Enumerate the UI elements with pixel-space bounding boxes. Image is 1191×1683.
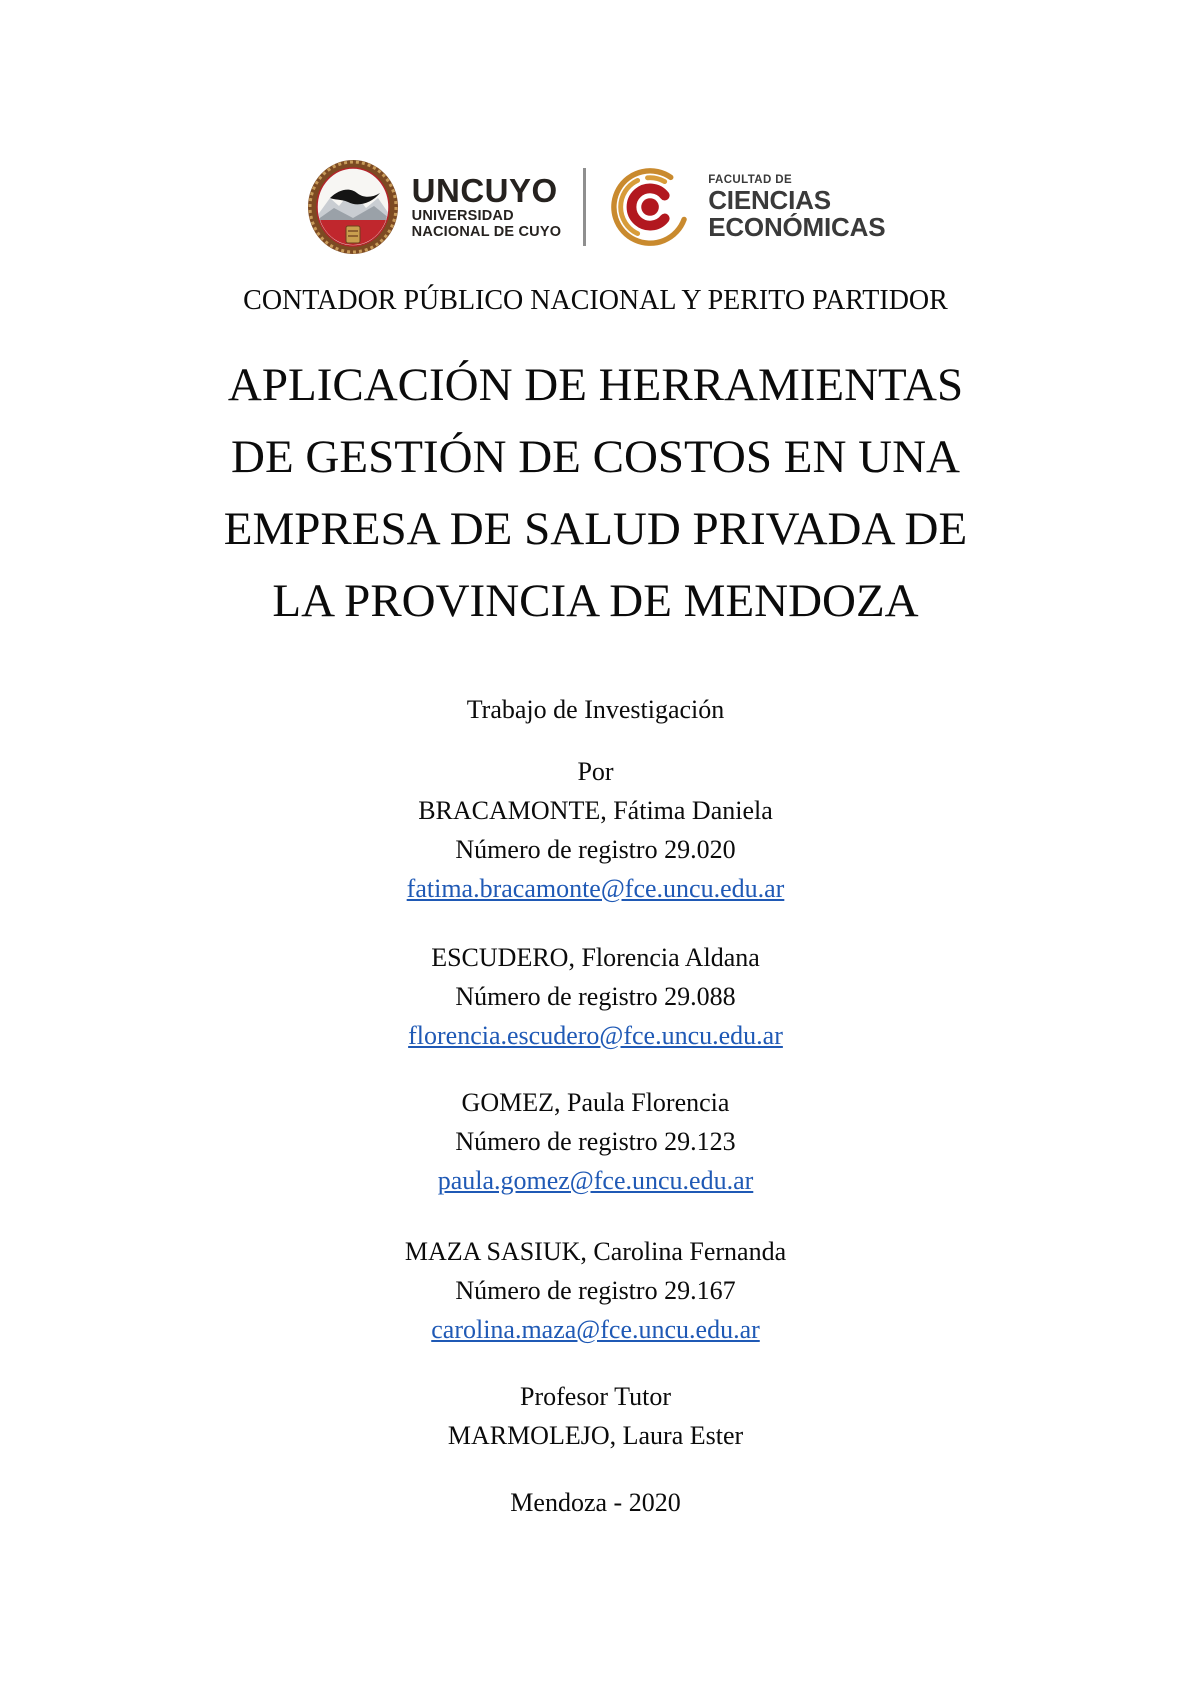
tutor-label: Profesor Tutor: [520, 1382, 671, 1411]
fce-line2: ECONÓMICAS: [708, 211, 886, 242]
author-registry: Número de registro 29.167: [455, 1276, 736, 1305]
uncuyo-sub-line1: UNIVERSIDAD: [411, 207, 514, 224]
document-title: [0, 349, 1191, 637]
author-block: [0, 752, 1191, 908]
uncuyo-wordmark: [411, 171, 562, 241]
title-line: EMPRESA DE SALUD PRIVADA DE: [223, 503, 968, 555]
logo-divider: [583, 168, 586, 246]
author-name: GOMEZ, Paula Florencia: [461, 1088, 730, 1117]
author-block: [0, 1083, 1191, 1200]
title-line: LA PROVINCIA DE MENDOZA: [272, 575, 919, 627]
author-name: ESCUDERO, Florencia Aldana: [431, 943, 760, 972]
author-email-link[interactable]: florencia.escudero@fce.uncu.edu.ar: [408, 1021, 783, 1050]
author-registry: Número de registro 29.020: [455, 835, 736, 864]
by-label: Por: [577, 757, 614, 786]
tutor-name: MARMOLEJO, Laura Ester: [447, 1421, 744, 1450]
author-email-link[interactable]: fatima.bracamonte@fce.uncu.edu.ar: [406, 874, 785, 903]
uncuyo-crest-icon: [306, 158, 400, 256]
author-name: BRACAMONTE, Fátima Daniela: [418, 796, 773, 825]
fce-small-label: FACULTAD DE: [708, 173, 793, 186]
title-line: DE GESTIÓN DE COSTOS EN UNA: [231, 431, 960, 483]
tutor-block: [0, 1377, 1191, 1455]
uncuyo-sub-line2: NACIONAL DE CUYO: [411, 224, 562, 240]
author-email-link[interactable]: carolina.maza@fce.uncu.edu.ar: [431, 1315, 760, 1344]
degree-heading: CONTADOR PÚBLICO NACIONAL Y PERITO PARTIDOR: [243, 285, 948, 316]
author-name: MAZA SASIUK, Carolina Fernanda: [404, 1237, 787, 1266]
author-registry: Número de registro 29.088: [455, 982, 736, 1011]
author-block: [0, 1232, 1191, 1349]
title-line: APLICACIÓN DE HERRAMIENTAS: [227, 359, 964, 411]
author-registry: Número de registro 29.123: [455, 1127, 736, 1156]
fce-line1: CIENCIAS: [708, 184, 831, 215]
fce-circle-icon: [608, 160, 696, 254]
author-block: [0, 938, 1191, 1055]
fce-wordmark: [708, 174, 885, 241]
university-logo: [0, 156, 1191, 258]
place-year: Mendoza - 2020: [510, 1488, 681, 1517]
author-email-link[interactable]: paula.gomez@fce.uncu.edu.ar: [437, 1166, 754, 1195]
subtitle: Trabajo de Investigación: [466, 695, 725, 724]
uncuyo-name: UNCUYO: [411, 171, 558, 209]
